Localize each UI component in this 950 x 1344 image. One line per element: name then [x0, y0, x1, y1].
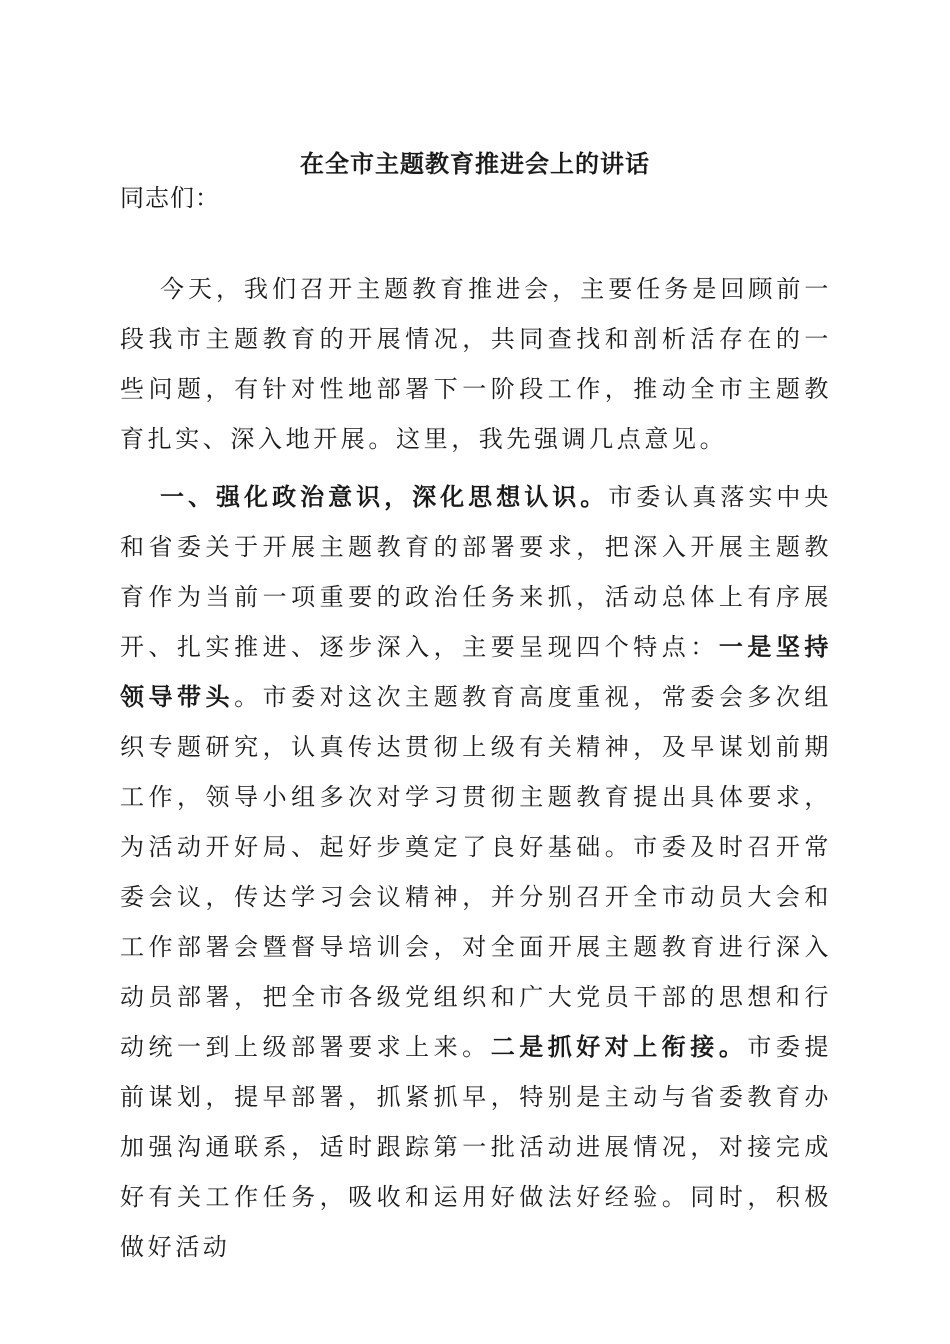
point-two-heading: 二是抓好对上衔接。 — [490, 1032, 748, 1061]
section-one-heading: 一、强化政治意识，深化思想认识。 — [160, 482, 609, 511]
section-one-paragraph — [120, 472, 832, 1272]
intro-paragraph: 今天，我们召开主题教育推进会，主要任务是回顾前一段我市主题教育的开展情况，共同查找和剖析活存在的一些问题，有针对性地部署下一阶段工作，推动全市主题教育扎实、深入地开展。这里，我先强调几点意见。 — [120, 275, 832, 453]
section-one-text-a: 市委认真落实中央和省委关于开展主题教育的部署要求，把深入开展主题教育作为当前一项重要的政治任务来抓，活动总体上有序展开、扎实推进、逐步深入，主要呈现四个特点： — [120, 483, 832, 661]
section-one-text-b: 。市委对这次主题教育高度重视，常委会多次组织专题研究，认真传达贯彻上级有关精神，及早谋划前期工作，领导小组多次对学习贯彻主题教育提出具体要求，为活动开好局、起好步奠定了良好基础。市委及时召开常委会议，传达学习会议精神，并分别召开全市动员大会和工作部署会暨督导培训会，对全面开展主题教育进行深入动员部署，把全市各级党组织和广大党员干部的思想和行动统一到上级部署要求上来。 — [120, 683, 832, 1061]
point-one-heading: 一是坚持领导带头 — [120, 632, 832, 711]
salutation: 同志们： — [120, 184, 220, 212]
document-title: 在全市主题教育推进会上的讲话 — [300, 149, 650, 178]
section-one-text-c: 市委提前谋划，提早部署，抓紧抓早，特别是主动与省委教育办加强沟通联系，适时跟踪第一批活动进展情况，对接完成好有关工作任务，吸收和运用好做法好经验。同时，积极做好活动 — [120, 1033, 832, 1261]
